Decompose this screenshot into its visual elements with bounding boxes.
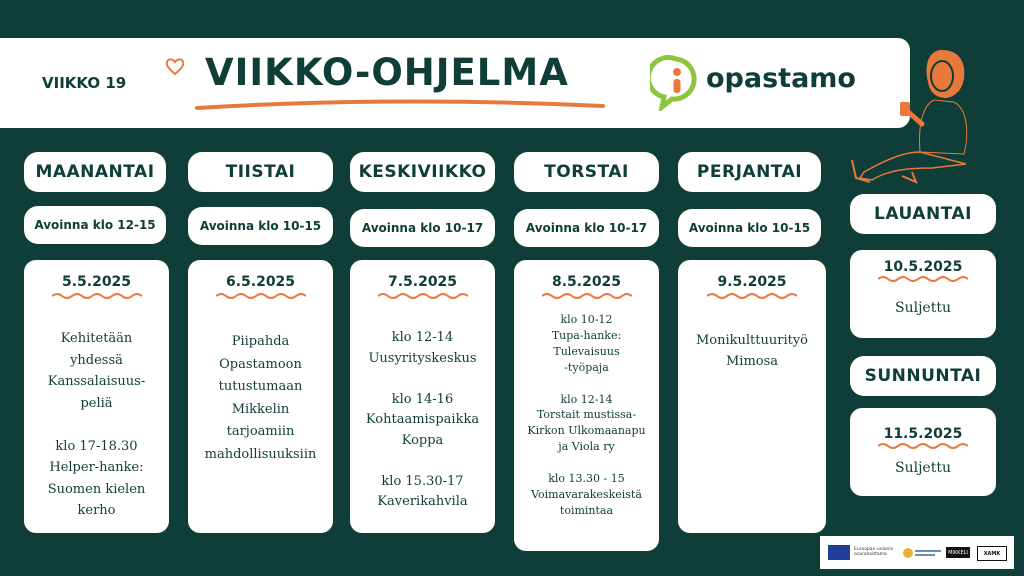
date-label: 7.5.2025 [387,274,458,290]
date-squiggle [52,292,142,300]
heart-icon [164,55,186,77]
opastamo-logo-icon [650,55,702,111]
day-card-wednesday [350,260,495,533]
day-card-tuesday [188,260,333,533]
week-label: VIIKKO 19 [42,74,127,92]
activity-text: Kehitetään yhdessä Kanssalaisuus- peliä klo 17-18.30 Helper-hanke: Suomen kielen kerho [47,331,146,518]
date-label: 11.5.2025 [883,426,963,442]
funding-logos [820,536,1014,569]
day-card-thursday [514,260,659,551]
day-card-friday [678,260,826,533]
day-header-friday: PERJANTAI [678,152,821,192]
hours-thursday: Avoinna klo 10-17 [514,209,659,247]
date-squiggle [707,292,797,300]
xamk-logo: XAMK [977,546,1007,561]
activity-text: Suljettu [895,460,951,476]
date-label: 8.5.2025 [551,274,622,290]
hours-wednesday: Avoinna klo 10-17 [350,209,495,247]
date-label: 6.5.2025 [225,274,296,290]
hours-friday: Avoinna klo 10-15 [678,209,821,247]
date-squiggle [878,442,968,450]
date-squiggle [216,292,306,300]
title-underline [195,96,605,112]
partner-logo-icon [902,546,942,560]
eu-funding-text: Euroopan unionin osarahoittama [854,547,894,557]
date-squiggle [378,292,468,300]
page-title: VIIKKO-OHJELMA [205,51,569,94]
hours-tuesday: Avoinna klo 10-15 [188,207,333,245]
date-label: 10.5.2025 [883,259,963,275]
brand-name: opastamo [706,63,856,94]
day-card-saturday [850,250,996,338]
day-header-monday: MAANANTAI [24,152,166,192]
date-squiggle [878,275,968,283]
day-header-saturday: LAUANTAI [850,194,996,234]
hours-monday: Avoinna klo 12-15 [24,206,166,244]
activity-text: Suljettu [895,300,951,316]
date-label: 5.5.2025 [61,274,132,290]
activity-text: Monikulttuurityö Mimosa [695,333,809,369]
activity-text: klo 12-14 Uusyrityskeskus klo 14-16 Kohtaamispaikka Koppa klo 15.30-17 Kaverikahvila [365,330,480,509]
date-label: 9.5.2025 [717,274,787,290]
date-squiggle [542,292,632,300]
day-header-tuesday: TIISTAI [188,152,333,192]
activity-text: Piipahda Opastamoon tutustumaan Mikkelin tarjoamiin mahdollisuuksiin [204,334,317,462]
mikkeli-logo: MIKKELI [946,547,970,558]
activity-text: klo 10-12 Tupa-hanke: Tulevaisuus -työpaja klo 12-14 Torstait mustissa- Kirkon Ulkomaanapu ja Viola ry klo 13.30 - 15 Voimavarakeskeistä toimintaa [527,313,646,517]
day-header-thursday: TORSTAI [514,152,659,192]
person-illustration [842,44,992,189]
day-card-sunday [850,408,996,496]
day-header-sunday: SUNNUNTAI [850,356,996,396]
day-card-monday [24,260,169,533]
day-header-wednesday: KESKIVIIKKO [350,152,495,192]
eu-flag-icon [828,545,850,560]
